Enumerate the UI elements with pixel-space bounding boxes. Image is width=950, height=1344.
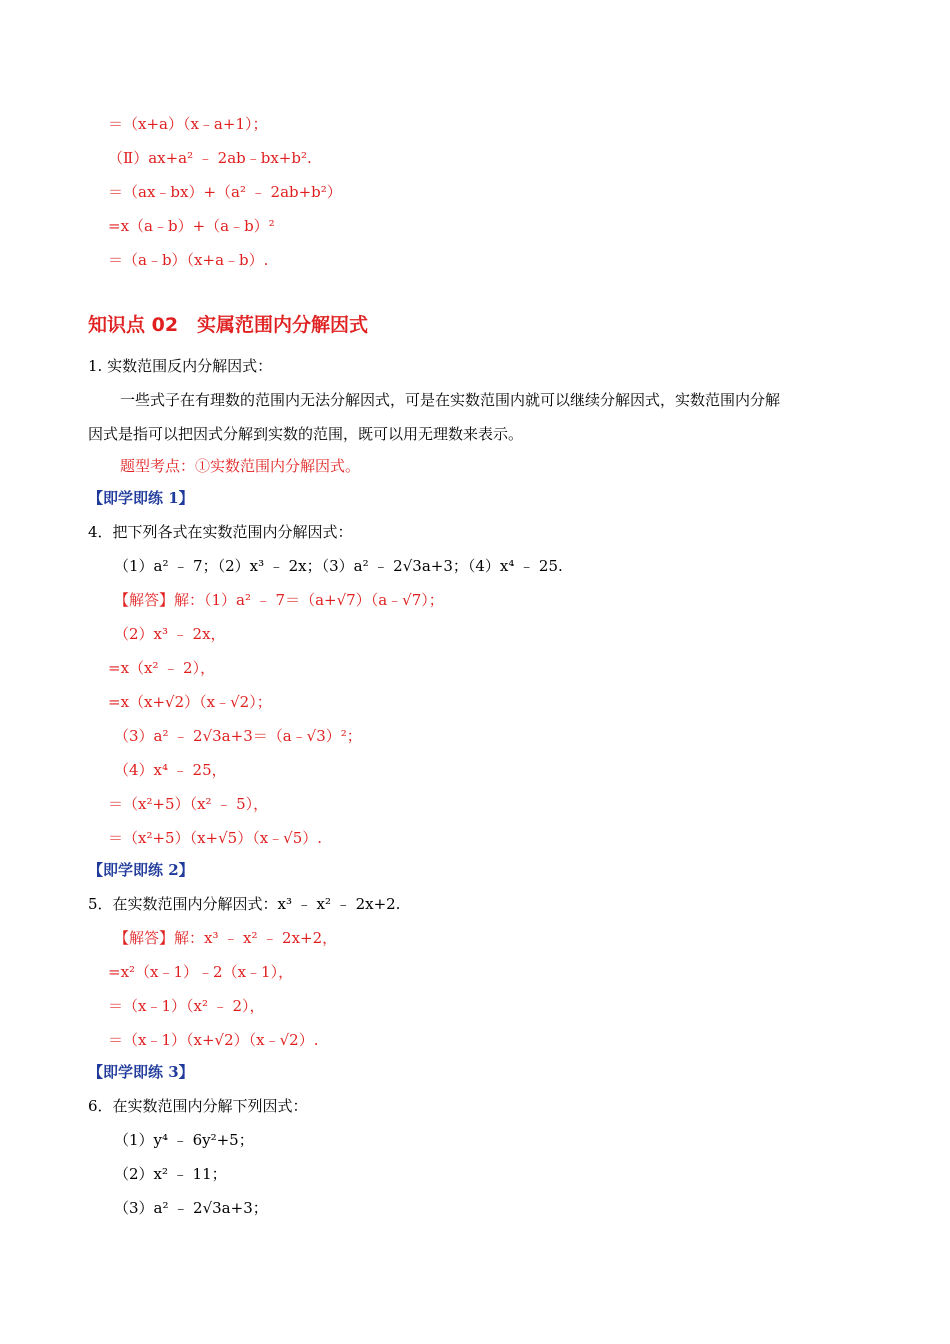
section-title: 知识点 02 实属范围内分解因式 bbox=[88, 314, 369, 336]
solution-line: ＝（a﹣b）（x+a﹣b）. bbox=[108, 251, 269, 269]
answer-line: =x²（x﹣1）﹣2（x﹣1）， bbox=[108, 963, 294, 981]
answer-line bbox=[114, 590, 444, 610]
answer-text: 解：x³ ﹣ x² ﹣ 2x+2， bbox=[174, 929, 338, 947]
paragraph-line: 因式是指可以把因式分解到实数的范围，既可以用无理数来表示。 bbox=[88, 425, 524, 443]
question-item: （1）y⁴ ﹣ 6y²+5； bbox=[114, 1131, 254, 1149]
solution-line: ＝（ax﹣bx）+（a² ﹣ 2ab+b²） bbox=[108, 183, 342, 201]
practice-header: 【即学即练 2】 bbox=[88, 861, 194, 879]
question: 6．在实数范围内分解下列因式： bbox=[88, 1097, 308, 1115]
question-items: （1）a² ﹣ 7；（2）x³ ﹣ 2x；（3）a² ﹣ 2√3a+3；（4）x⁴ ﹣ 25. bbox=[114, 557, 563, 575]
answer-line: =x（x+√2）（x﹣√2）； bbox=[108, 693, 272, 711]
question: 5．在实数范围内分解因式：x³ ﹣ x² ﹣ 2x+2. bbox=[88, 895, 401, 913]
answer-text: 解：（1）a² ﹣ 7＝（a+√7）（a﹣√7）； bbox=[174, 591, 444, 609]
answer-label: 【解答】 bbox=[114, 591, 175, 609]
practice-header: 【即学即练 1】 bbox=[88, 489, 194, 507]
answer-line: （4）x⁴ ﹣ 25， bbox=[114, 761, 227, 779]
solution-line: （Ⅱ）ax+a² ﹣ 2ab﹣bx+b². bbox=[108, 149, 312, 167]
answer-line bbox=[114, 928, 337, 948]
practice-header: 【即学即练 3】 bbox=[88, 1063, 194, 1081]
question-item: （3）a² ﹣ 2√3a+3； bbox=[114, 1199, 268, 1217]
question: 4．把下列各式在实数范围内分解因式： bbox=[88, 523, 353, 541]
point-heading: 1. 实数范围反内分解因式： bbox=[88, 357, 273, 375]
question-item: （2）x² ﹣ 11； bbox=[114, 1165, 227, 1183]
answer-line: ＝（x﹣1）（x+√2）（x﹣√2）. bbox=[108, 1031, 319, 1049]
solution-line: =x（a﹣b）+（a﹣b）² bbox=[108, 217, 275, 235]
solution-line: ＝（x+a）（x﹣a+1）； bbox=[108, 115, 268, 133]
answer-label: 【解答】 bbox=[114, 929, 175, 947]
answer-line: （2）x³ ﹣ 2x， bbox=[114, 625, 226, 643]
paragraph-line: 一些式子在有理数的范围内无法分解因式，可是在实数范围内就可以继续分解因式，实数范围内分解 bbox=[120, 391, 781, 409]
answer-line: （3）a² ﹣ 2√3a+3＝（a﹣√3）²； bbox=[114, 727, 362, 745]
answer-line: =x（x² ﹣ 2）， bbox=[108, 659, 216, 677]
answer-line: ＝（x﹣1）（x² ﹣ 2）， bbox=[108, 997, 265, 1015]
answer-line: ＝（x²+5）（x² ﹣ 5）， bbox=[108, 795, 269, 813]
answer-line: ＝（x²+5）（x+√5）（x﹣√5）. bbox=[108, 829, 323, 847]
type-note: 题型考点：①实数范围内分解因式。 bbox=[120, 457, 361, 475]
